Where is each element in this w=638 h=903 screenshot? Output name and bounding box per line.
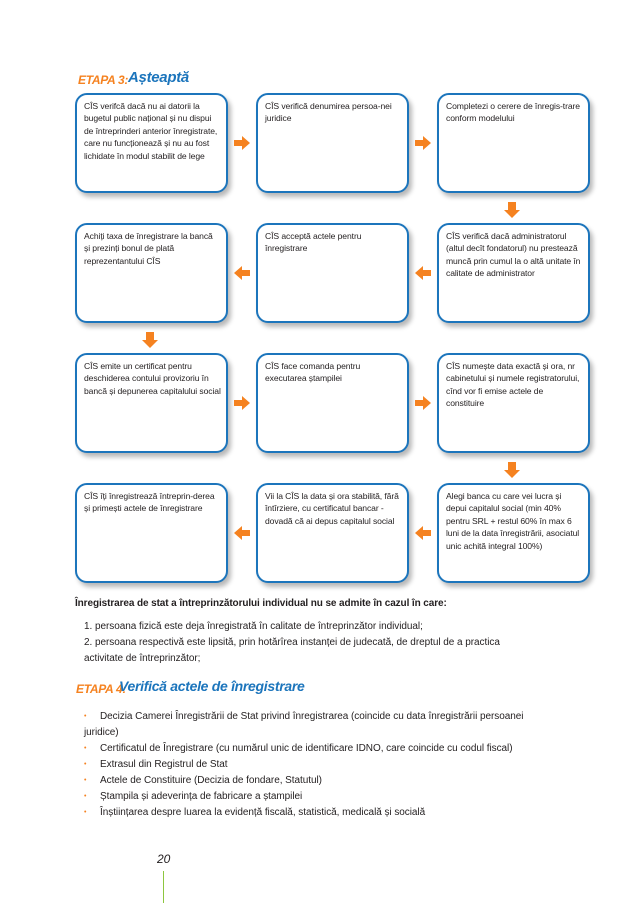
flow-box-6: CÎS verifică dacă administratorul (altul decît fondatorul) nu prestează muncă prin cumul la o altă unitate în calitate de administrator xyxy=(437,223,590,323)
flow-box-9: CÎS numește data exactă și ora, nr cabinetului și numele registratorului, cînd vor fi emise actele de constituire xyxy=(437,353,590,453)
arrow-left-icon xyxy=(415,526,431,540)
list-item: • Înștiințarea despre luarea la evidență fiscală, statistică, medicală și socială xyxy=(84,805,425,821)
note-item-2-cont: activitate de întreprinzător; xyxy=(84,653,201,664)
etapa3-label: ETAPA 3: xyxy=(78,73,129,87)
arrow-right-icon xyxy=(234,136,250,150)
list-item: • Decizia Camerei Înregistrării de Stat privind înregistrarea (coincide cu data înregistrării persoanei xyxy=(84,709,523,725)
list-item: • Extrasul din Registrul de Stat xyxy=(84,757,227,773)
flow-box-10: CÎS îți înregistrează întreprin-derea și primești actele de înregistrare xyxy=(75,483,228,583)
list-item-cont: juridice) xyxy=(84,727,119,738)
flow-box-5: CÎS acceptă actele pentru înregistrare xyxy=(256,223,409,323)
arrow-left-icon xyxy=(234,526,250,540)
note-item-1: 1. persoana fizică este deja înregistrată în calitate de întreprinzător individual; xyxy=(84,621,423,632)
flow-box-4: Achiți taxa de înregistrare la bancă și prezinți bonul de plată reprezentantului CÎS xyxy=(75,223,228,323)
note-item-2: 2. persoana respectivă este lipsită, prin hotărîrea instanței de judecată, de dreptul de a practica xyxy=(84,637,500,648)
bullet-icon: • xyxy=(84,809,87,816)
bullet-icon: • xyxy=(84,745,87,752)
etapa4-title: Verifică actele de înregistrare xyxy=(119,678,305,694)
arrow-down-icon xyxy=(504,462,520,478)
arrow-right-icon xyxy=(415,396,431,410)
flow-box-3: Completezi o cerere de înregis-trare conform modelului xyxy=(437,93,590,193)
arrow-right-icon xyxy=(415,136,431,150)
list-item: • Certificatul de Înregistrare (cu numărul unic de identificare IDNO, care coincide cu codul fiscal) xyxy=(84,741,513,757)
arrow-left-icon xyxy=(415,266,431,280)
arrow-down-icon xyxy=(142,332,158,348)
bullet-icon: • xyxy=(84,793,87,800)
flow-box-11: Vii la CÎS la data și ora stabilită, fără întîrziere, cu certificatul bancar - dovadă că ai depus capitalul social xyxy=(256,483,409,583)
bullet-icon: • xyxy=(84,713,87,720)
bullet-icon: • xyxy=(84,761,87,768)
arrow-left-icon xyxy=(234,266,250,280)
flow-box-1: CÎS verifcă dacă nu ai datorii la bugetul public național și nu dispui de întreprinderi anterior înregistrate, care nu funcționează și nu au fost lichidate în modul stabilit de lege xyxy=(75,93,228,193)
arrow-right-icon xyxy=(234,396,250,410)
etapa3-title: Așteaptă xyxy=(128,69,189,86)
flow-box-2: CÎS verifică denumirea persoa-nei juridice xyxy=(256,93,409,193)
arrow-down-icon xyxy=(504,202,520,218)
list-item: • Ștampila și adeverința de fabricare a ștampilei xyxy=(84,789,302,805)
etapa4-label: ETAPA 4: xyxy=(76,682,127,696)
note-heading: Înregistrarea de stat a întreprinzătorului individual nu se admite în cazul în care: xyxy=(75,598,447,609)
flow-box-7: CÎS emite un certificat pentru deschiderea contului provizoriu în bancă și depunerea capitalului social xyxy=(75,353,228,453)
flow-box-12: Alegi banca cu care vei lucra și depui capitalul social (min 40% pentru SRL + restul 60% în max 6 luni de la data înregistrării, asociatul unic achită integral 100%) xyxy=(437,483,590,583)
flow-box-8: CÎS face comanda pentru executarea ștampilei xyxy=(256,353,409,453)
list-item: • Actele de Constituire (Decizia de fondare, Statutul) xyxy=(84,773,322,789)
page-number: 20 xyxy=(157,852,171,866)
bullet-icon: • xyxy=(84,777,87,784)
page-divider-line xyxy=(163,871,164,903)
